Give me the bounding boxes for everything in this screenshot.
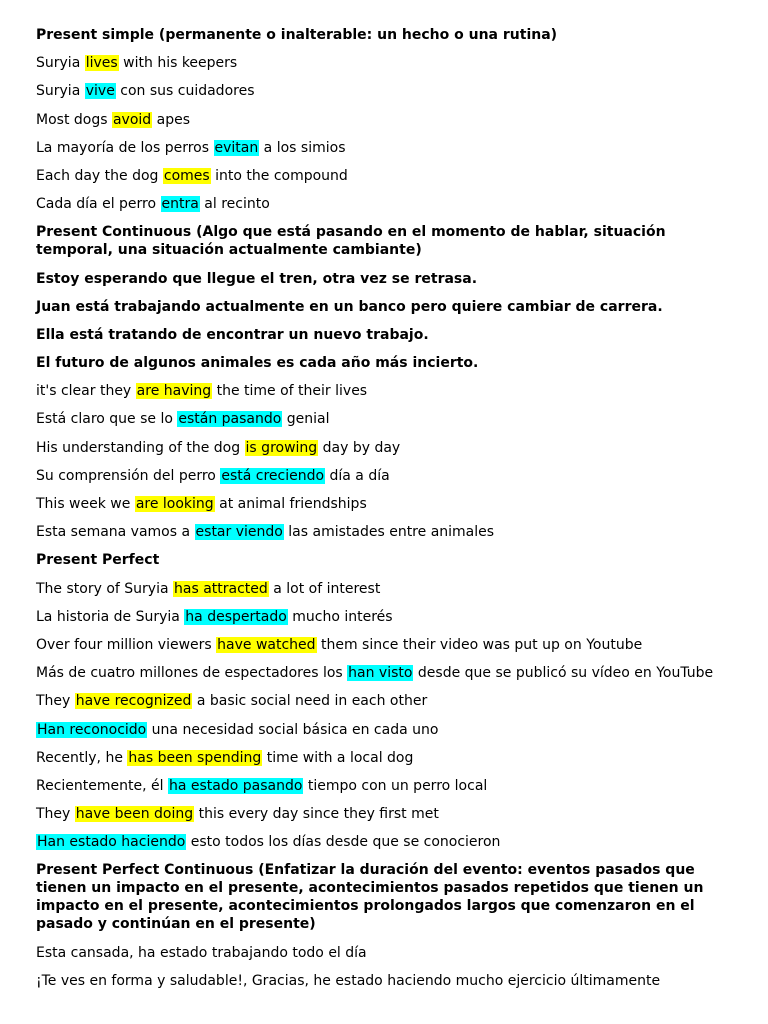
english-verb-highlight: are having <box>136 383 212 400</box>
text-run: ¡Te ves en forma y saludable!, Gracias, he estado haciendo mucho ejercicio últimamente <box>36 972 661 989</box>
text-run: desde que se publicó su vídeo en YouTube <box>413 665 714 682</box>
text-run: genial <box>282 411 330 428</box>
example-sentence <box>36 805 736 823</box>
english-verb-highlight: has attracted <box>174 580 268 597</box>
text-run: this every day since they first met <box>194 806 439 823</box>
text-run: Ella está tratando de encontrar un nuevo trabajo. <box>36 326 429 343</box>
text-run: Su comprensión del perro <box>36 467 221 484</box>
text-run: Suryia <box>36 83 85 100</box>
example-sentence <box>36 167 736 185</box>
example-sentence <box>36 139 736 157</box>
spanish-verb-highlight: Han reconocido <box>37 721 147 738</box>
text-run: día a día <box>325 467 390 484</box>
section-heading <box>36 326 736 344</box>
example-sentence <box>36 111 736 129</box>
text-run: His understanding of the dog <box>36 439 245 456</box>
text-run: Suryia <box>36 55 85 72</box>
text-run: at animal friendships <box>214 496 367 512</box>
text-run: Present Continuous (Algo que está pasando en el momento de hablar, situación temporal, una situación actualmente cambiante) <box>36 224 666 259</box>
english-verb-highlight: have recognized <box>75 693 192 710</box>
english-verb-highlight: have been doing <box>75 806 194 823</box>
text-run: time with a local dog <box>262 749 414 766</box>
spanish-verb-highlight: ha despertado <box>185 608 287 625</box>
english-verb-highlight: lives <box>85 55 118 72</box>
example-sentence <box>36 636 736 654</box>
example-sentence <box>36 54 736 72</box>
example-sentence <box>36 439 736 457</box>
example-sentence <box>36 749 736 767</box>
text-run: This week we <box>36 496 135 512</box>
text-run: them since their video was put up on Youtube <box>316 636 643 653</box>
example-sentence <box>36 495 736 513</box>
spanish-verb-highlight: Han estado haciendo <box>37 834 186 851</box>
section-heading <box>36 551 736 569</box>
example-sentence <box>36 944 736 962</box>
text-run: mucho interés <box>287 608 393 625</box>
section-heading <box>36 270 736 288</box>
text-run: a lot of interest <box>268 580 381 597</box>
example-sentence <box>36 523 736 541</box>
text-run: Present simple (permanente o inalterable: un hecho o una rutina) <box>36 27 558 43</box>
example-sentence <box>36 82 736 100</box>
example-sentence <box>36 777 736 795</box>
text-run: las amistades entre animales <box>283 524 495 541</box>
example-sentence <box>36 721 736 739</box>
text-run: Present Perfect <box>36 552 160 569</box>
example-sentence <box>36 972 736 990</box>
text-run: Esta cansada, ha estado trabajando todo el día <box>36 944 367 961</box>
example-sentence <box>36 467 736 485</box>
example-sentence <box>36 833 736 851</box>
spanish-verb-highlight: ha estado pasando <box>168 777 303 794</box>
example-sentence <box>36 410 736 428</box>
text-run: El futuro de algunos animales es cada año más incierto. <box>36 355 479 372</box>
text-run: it's clear they <box>36 383 136 400</box>
section-heading <box>36 223 736 259</box>
text-run: a basic social need in each other <box>192 693 428 710</box>
text-run: Present Perfect Continuous (Enfatizar la duración del evento: eventos pasados que tienen un impacto en el presente, acontecimientos pasados repetidos que tienen un impacto en el presente, acontecimientos prolongados largos que comenzaron en el pasado y continúan en el presente) <box>36 862 704 933</box>
text-run: La historia de Suryia <box>36 608 185 625</box>
spanish-verb-highlight: entra <box>161 196 199 213</box>
text-run: a los simios <box>259 139 346 156</box>
spanish-verb-highlight: están pasando <box>178 411 282 428</box>
text-run: Cada día el perro <box>36 196 161 213</box>
english-verb-highlight: comes <box>163 167 210 184</box>
text-run: La mayoría de los perros <box>36 139 214 156</box>
section-heading <box>36 354 736 372</box>
text-run: una necesidad social básica en cada uno <box>147 721 439 738</box>
english-verb-highlight: has been spending <box>128 749 262 766</box>
spanish-verb-highlight: vive <box>85 83 115 100</box>
text-run: esto todos los días desde que se conocieron <box>186 834 501 851</box>
document-page <box>36 26 736 1000</box>
text-run: Recientemente, él <box>36 777 168 794</box>
text-run: day by day <box>318 439 401 456</box>
text-run: Each day the dog <box>36 167 163 184</box>
text-run: tiempo con un perro local <box>303 777 488 794</box>
example-sentence <box>36 692 736 710</box>
spanish-verb-highlight: estar viendo <box>195 524 283 541</box>
text-run: Está claro que se lo <box>36 411 178 428</box>
english-verb-highlight: is growing <box>245 439 318 456</box>
text-run: Esta semana vamos a <box>36 524 195 541</box>
text-run: apes <box>152 111 191 128</box>
text-run: The story of Suryia <box>36 580 173 597</box>
text-run: Recently, he <box>36 749 128 766</box>
example-sentence <box>36 664 736 682</box>
spanish-verb-highlight: está creciendo <box>221 467 325 484</box>
text-run: into the compound <box>210 167 348 184</box>
example-sentence <box>36 195 736 213</box>
text-run: con sus cuidadores <box>115 83 255 100</box>
text-run: the time of their lives <box>212 383 368 400</box>
text-run: Juan está trabajando actualmente en un banco pero quiere cambiar de carrera. <box>36 298 663 315</box>
text-run: They <box>36 806 75 823</box>
text-run: They <box>36 693 75 710</box>
text-run: Estoy esperando que llegue el tren, otra vez se retrasa. <box>36 270 478 287</box>
english-verb-highlight: avoid <box>112 111 152 128</box>
english-verb-highlight: are looking <box>135 496 214 512</box>
text-run: Most dogs <box>36 111 112 128</box>
section-heading <box>36 861 736 933</box>
text-run: Over four million viewers <box>36 636 217 653</box>
example-sentence <box>36 580 736 598</box>
example-sentence <box>36 382 736 400</box>
text-run: with his keepers <box>118 55 238 72</box>
spanish-verb-highlight: han visto <box>348 665 413 682</box>
english-verb-highlight: have watched <box>217 636 316 653</box>
section-heading <box>36 26 736 44</box>
example-sentence <box>36 608 736 626</box>
text-run: Más de cuatro millones de espectadores los <box>36 665 348 682</box>
spanish-verb-highlight: evitan <box>214 139 259 156</box>
text-run: al recinto <box>199 196 270 213</box>
section-heading <box>36 298 736 316</box>
